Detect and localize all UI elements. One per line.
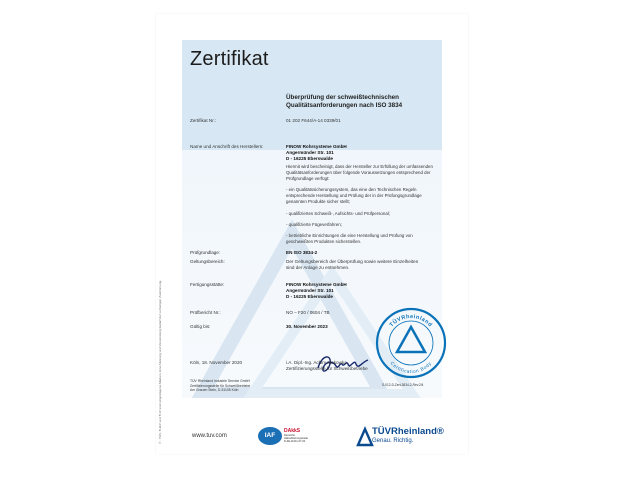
signatory-name: i.A. Dipl.-Ing. Achim Makowka (286, 360, 347, 365)
place-date: Köln, 18. November 2020 (190, 360, 243, 365)
certificate-page (156, 14, 468, 454)
manufacturer-name: FINOW Rohrsysteme GmbH (286, 144, 347, 149)
bullet-item: - ein Qualitätssicherungssystem, das eine den Technischen Regeln entsprechende Herstellung und Prüfung der in der Prüfungsgrundlage genannten Produkte sicher stellt; (286, 187, 422, 204)
bullet-item: - qualifizierte Fügeverfahren; (286, 222, 342, 227)
site-city: D - 16225 Eberswalde (286, 294, 333, 299)
svg-text:Certification Body (390, 361, 433, 374)
signatory-role: Zertifizierungsstelle für Schweißbetriebe (286, 366, 368, 371)
certificate-title: Zertifikat (190, 48, 269, 70)
iaf-logo-icon: IAF (258, 427, 282, 445)
manufacturer-label: Name und Anschrift des Herstellers: (190, 144, 264, 149)
certificate-number-value: 01 202 F644/A-14 0339/01 (286, 118, 341, 123)
manufacturer-street: Angermünder Str. 101 (286, 150, 334, 155)
dakks-subtext: Deutsche Akkreditierungsstelle D-ZE-11011-07-00 (284, 434, 308, 444)
site-label: Fertigungsstätte: (190, 282, 225, 287)
intro-text: Hiermit wird bescheinigt, dass der Hersteller zur Erfüllung der umfassenden Qualitätsanforderungen über folgende Voraussetzungen entsprechend der Prüfgrundlage verfügt: (286, 164, 433, 181)
scope-value: Der Geltungsbereich der Überprüfung sowie weitere Einzelheiten sind der Anlage zu entnehmen. (286, 259, 419, 270)
tuv-brand-text: TÜVRheinland® (372, 426, 444, 437)
dakks-logo (284, 428, 310, 444)
issuer-line: Am Grauen Stein, D-51105 Köln (190, 388, 239, 392)
bullet-item: - betriebliche Einrichtungen die eine Herstellung und Prüfung von geschweißten Produkten sicherstellen. (286, 233, 413, 244)
dakks-name: DAkkS (284, 428, 301, 434)
site-name: FINOW Rohrsysteme GmbH (286, 282, 347, 287)
basis-label: Prüfgrundlage: (190, 250, 221, 255)
basis-value: EN ISO 3834-2 (286, 250, 318, 255)
valid-label: Gültig bis: (190, 324, 211, 329)
issuer-line: Zertifizierungsstelle für Schweißbetriebe (190, 383, 251, 388)
footer-url: www.tuv.com (192, 433, 227, 439)
side-trademark-note: ® · TÜV, TUEV und TUV sind eingetragene Marken. Eine Nutzung und Verwendung bedarf der vorherigen Zustimmung. (158, 280, 162, 444)
tuv-certification-seal-icon (374, 306, 448, 380)
site-street: Angermünder Str. 101 (286, 288, 334, 293)
certificate-number-label: Zertifikat Nr.: (190, 118, 217, 123)
issuer-line: TÜV Rheinland Industrie Service GmbH (190, 379, 250, 383)
report-value: NO – F20 / 0604 / TB (286, 310, 330, 315)
seal-brand-text: TÜVRheinland (388, 313, 434, 329)
document-code: S-012-D-Zert-3834-2-Rev.2/4 (382, 383, 424, 387)
bullet-item: - qualifiziertes Schweiß-, Aufsichts- und Prüfpersonal; (286, 211, 390, 216)
tuv-tagline: Genau. Richtig. (372, 438, 414, 444)
certificate-subtitle: Überprüfung der schweißtechnischen Qualitätsanforderungen nach ISO 3834 (286, 94, 403, 109)
manufacturer-city: D - 16225 Eberswalde (286, 156, 333, 161)
scope-label: Geltungsbereich: (190, 259, 225, 264)
seal-ring-text: Certification Body (389, 360, 433, 375)
valid-value: 30. November 2023 (286, 324, 328, 329)
report-label: Prüfbericht Nr.: (190, 310, 221, 315)
